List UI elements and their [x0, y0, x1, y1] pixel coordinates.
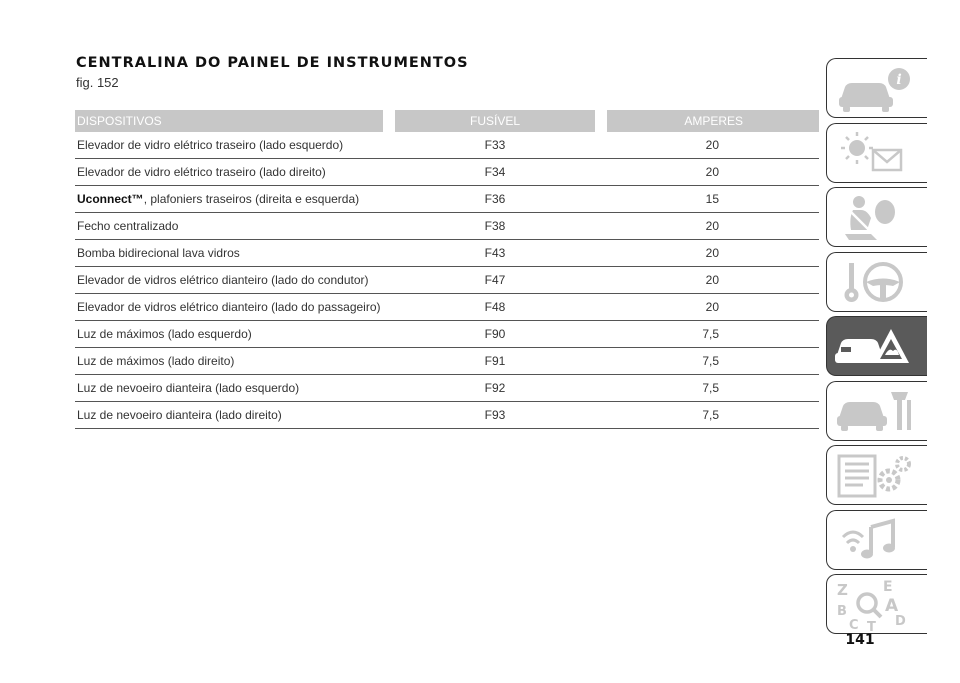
table-header-row	[75, 110, 819, 132]
amperes-cell: 7,5	[607, 348, 819, 375]
device-cell	[75, 267, 383, 294]
multimedia-music-icon	[827, 511, 927, 569]
index-letter-a: A	[885, 596, 899, 616]
amperes-cell: 20	[607, 294, 819, 321]
column-header-amperes: AMPERES	[607, 110, 819, 132]
table-row	[75, 348, 819, 375]
tab-multimedia[interactable]	[826, 510, 927, 570]
device-name: Elevador de vidro elétrico traseiro (lado direito)	[77, 165, 326, 179]
device-cell	[75, 240, 383, 267]
device-cell	[75, 348, 383, 375]
tab-technical-data[interactable]	[826, 445, 927, 505]
figure-reference: fig. 152	[76, 75, 119, 90]
tab-emergency[interactable]	[826, 316, 927, 376]
device-cell	[75, 402, 383, 429]
fuse-cell: F47	[395, 267, 595, 294]
index-letter-d: D	[895, 614, 906, 629]
device-cell	[75, 186, 383, 213]
index-letter-z: Z	[837, 581, 848, 599]
table-row	[75, 186, 819, 213]
tab-car-info[interactable]	[826, 58, 927, 118]
amperes-cell: 20	[607, 240, 819, 267]
tab-safety[interactable]	[826, 187, 927, 247]
table-row	[75, 321, 819, 348]
amperes-cell: 7,5	[607, 402, 819, 429]
device-cell	[75, 213, 383, 240]
table-row	[75, 213, 819, 240]
device-cell	[75, 159, 383, 186]
device-cell	[75, 321, 383, 348]
device-name: Luz de nevoeiro dianteira (lado esquerdo)	[77, 381, 300, 395]
fuse-cell: F36	[395, 186, 595, 213]
device-name: Luz de máximos (lado esquerdo)	[77, 327, 252, 341]
fuse-cell: F90	[395, 321, 595, 348]
svg-text:i: i	[896, 72, 902, 88]
index-search-icon	[827, 575, 927, 633]
column-header-fuse: FUSÍVEL	[395, 110, 595, 132]
fuse-cell: F48	[395, 294, 595, 321]
column-header-devices: DISPOSITIVOS	[75, 110, 383, 132]
table-row	[75, 402, 819, 429]
amperes-cell: 20	[607, 159, 819, 186]
device-name: Elevador de vidro elétrico traseiro (lado esquerdo)	[77, 138, 344, 152]
device-name: Luz de máximos (lado direito)	[77, 354, 235, 368]
device-name: Luz de nevoeiro dianteira (lado direito)	[77, 408, 282, 422]
key-steering-wheel-icon	[827, 253, 927, 311]
index-letter-c: C	[849, 618, 859, 633]
amperes-cell: 20	[607, 267, 819, 294]
tab-index[interactable]	[826, 574, 927, 634]
device-name: , plafoniers traseiros (direita e esquerda)	[143, 192, 360, 206]
device-cell	[75, 294, 383, 321]
airbag-seatbelt-icon	[827, 188, 927, 246]
warning-lights-message-icon	[827, 124, 927, 182]
car-maintenance-tools-icon	[827, 382, 927, 440]
fuse-cell: F93	[395, 402, 595, 429]
chapter-tabs	[826, 58, 928, 639]
car-info-icon	[827, 59, 927, 117]
table-row	[75, 159, 819, 186]
device-name: Elevador de vidros elétrico dianteiro (lado do condutor)	[77, 273, 369, 287]
device-name: Bomba bidirecional lava vidros	[77, 246, 240, 260]
table-row	[75, 132, 819, 159]
index-letter-e: E	[883, 579, 893, 595]
table-row	[75, 240, 819, 267]
section-title: CENTRALINA DO PAINEL DE INSTRUMENTOS	[76, 55, 469, 71]
amperes-cell: 20	[607, 213, 819, 240]
fuse-table-body	[75, 132, 819, 429]
device-name: Elevador de vidros elétrico dianteiro (lado do passageiro)	[77, 300, 381, 314]
fuse-cell: F34	[395, 159, 595, 186]
device-brand: Uconnect™	[77, 192, 144, 206]
fuse-cell: F33	[395, 132, 595, 159]
fuse-cell: F91	[395, 348, 595, 375]
tab-starting-driving[interactable]	[826, 252, 927, 312]
table-row	[75, 294, 819, 321]
table-row	[75, 267, 819, 294]
fuse-cell: F92	[395, 375, 595, 402]
amperes-cell: 20	[607, 132, 819, 159]
fuse-cell: F43	[395, 240, 595, 267]
car-emergency-warning-icon	[827, 317, 927, 375]
index-letter-t: T	[867, 620, 876, 633]
index-letter-b: B	[837, 604, 847, 619]
device-cell	[75, 132, 383, 159]
amperes-cell: 7,5	[607, 375, 819, 402]
device-name: Fecho centralizado	[77, 219, 179, 233]
amperes-cell: 7,5	[607, 321, 819, 348]
tab-maintenance[interactable]	[826, 381, 927, 441]
fuse-cell: F38	[395, 213, 595, 240]
table-row	[75, 375, 819, 402]
amperes-cell: 15	[607, 186, 819, 213]
page-number: 141	[845, 632, 875, 648]
device-cell	[75, 375, 383, 402]
technical-data-gear-icon	[827, 446, 927, 504]
tab-warning-lights[interactable]	[826, 123, 927, 183]
fuse-table	[75, 110, 819, 429]
